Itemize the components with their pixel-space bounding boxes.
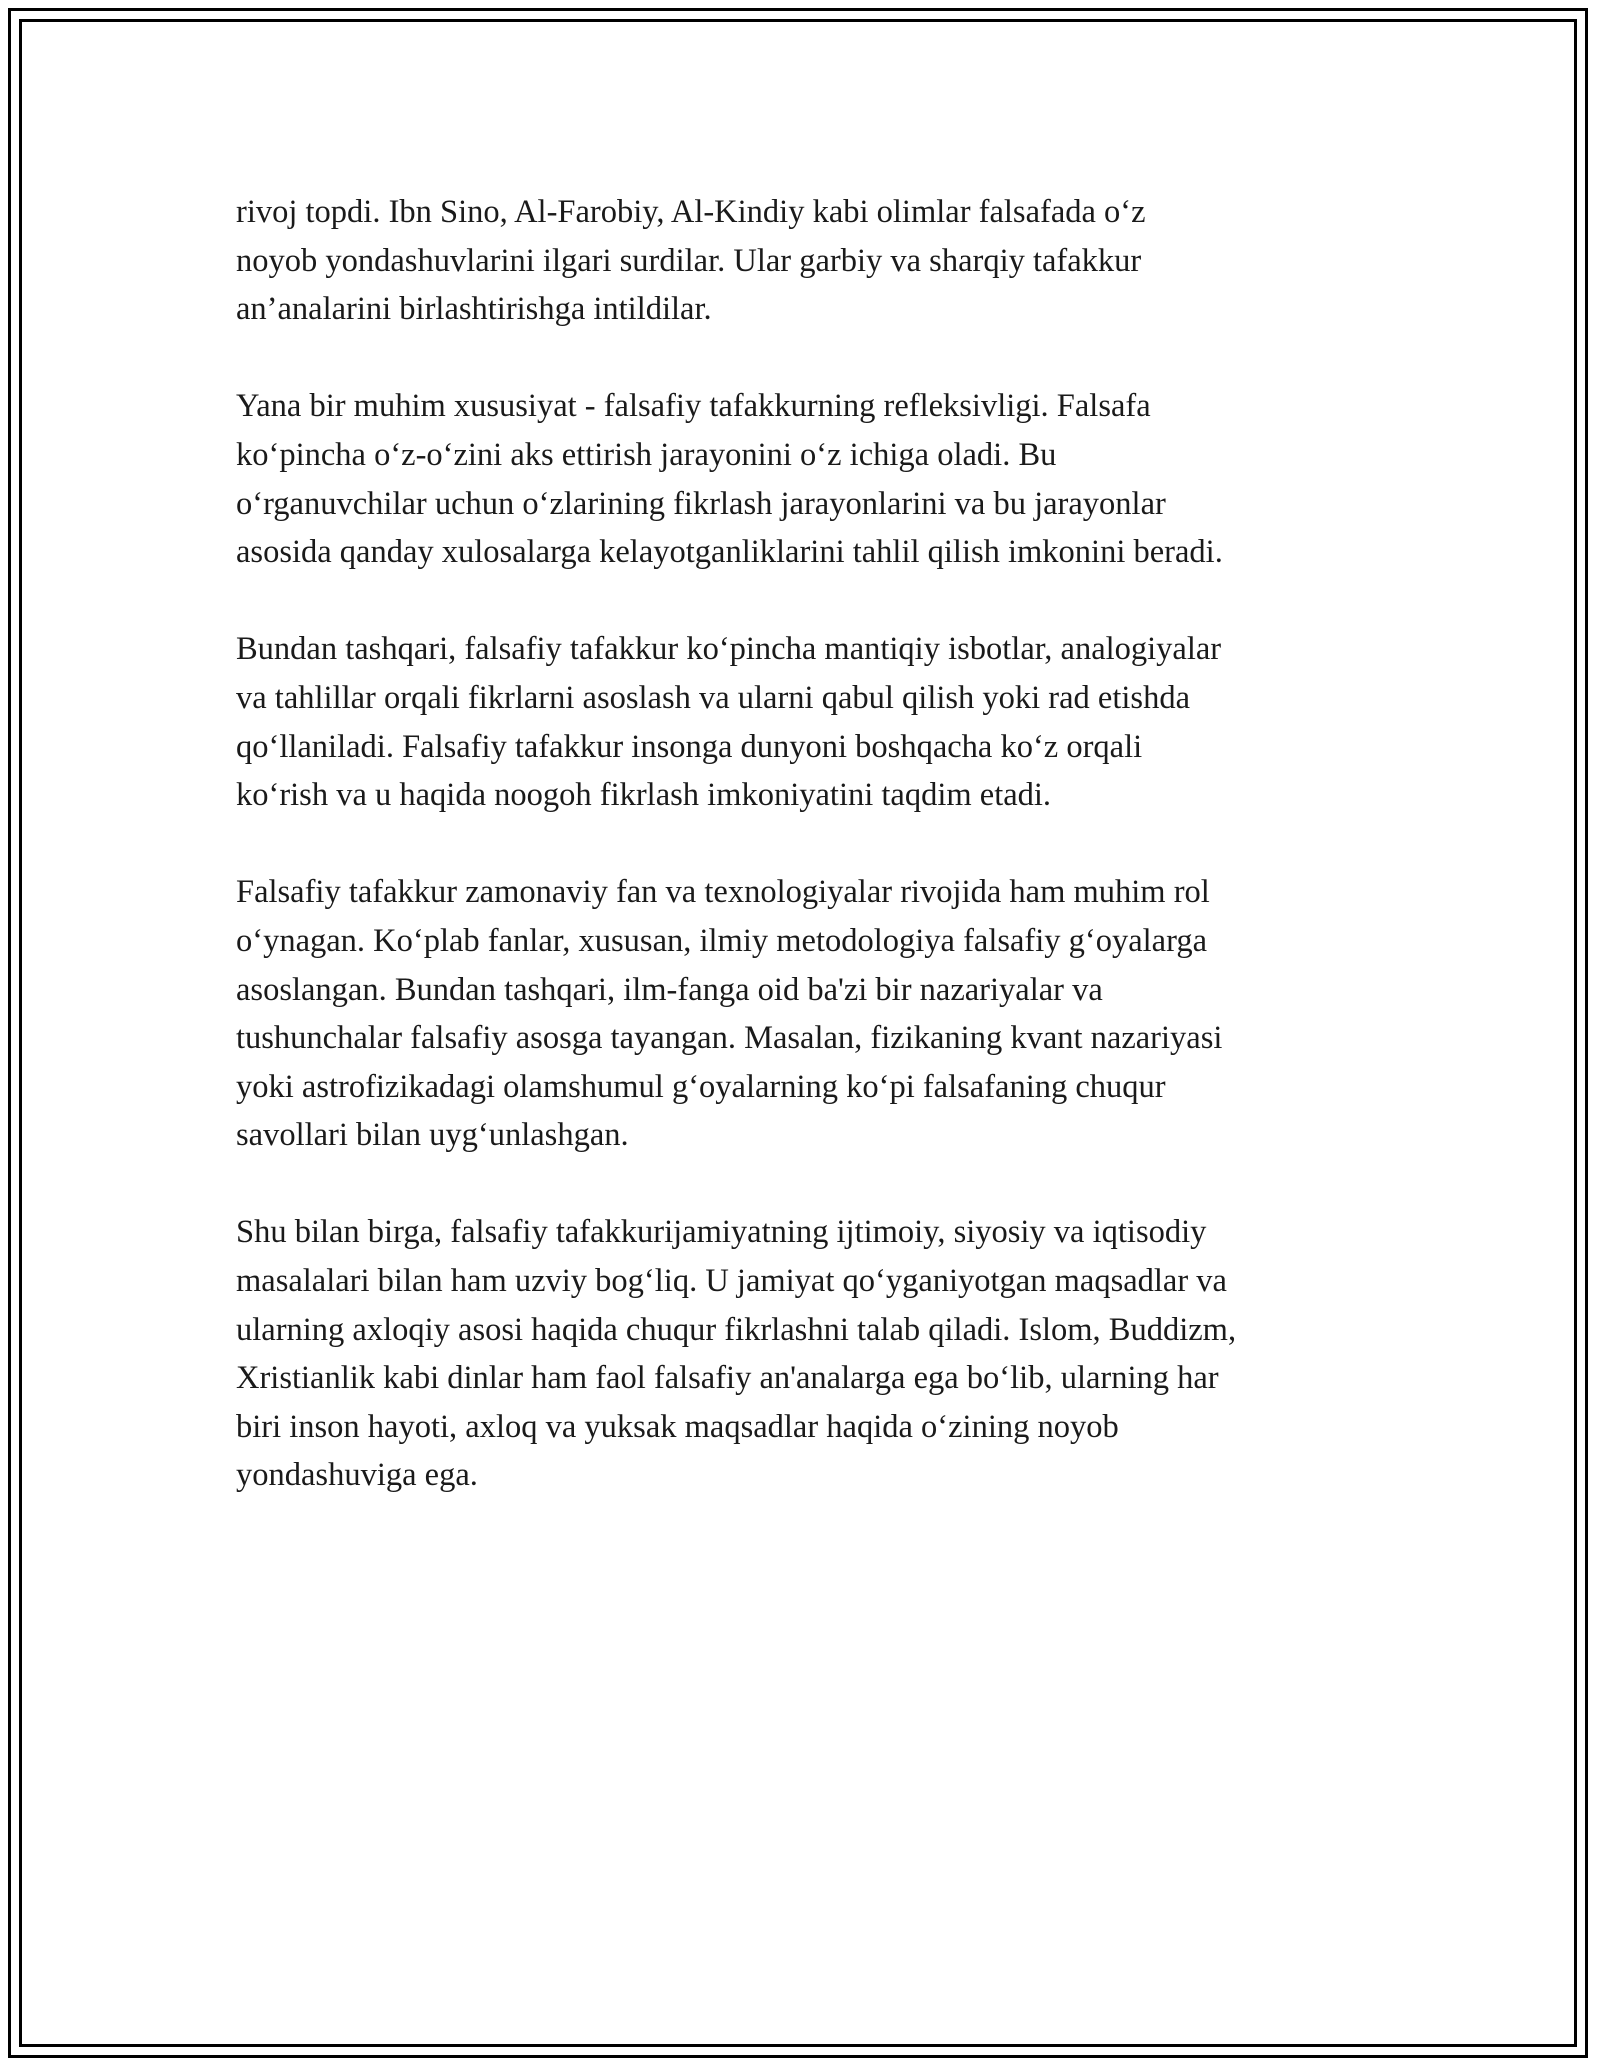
text-line: Yana bir muhim xususiyat - falsafiy tafakkurning refleksivligi. Falsafa	[236, 388, 1151, 425]
text-line: rivoj topdi. Ibn Sino, Al-Farobiy, Al-Kindiy kabi olimlar falsafada o‘z	[236, 194, 1146, 230]
paragraph-3	[236, 625, 1366, 819]
text-line: tushunchalar falsafiy asosga tayangan. Masalan, fizikaning kvant nazariyasi	[236, 1020, 1223, 1057]
text-line: Xristianlik kabi dinlar ham faol falsafiy an'analarga ega bo‘lib, ularning har	[236, 1360, 1219, 1397]
text-line: ko‘rish va u haqida noogoh fikrlash imkoniyatini taqdim etadi.	[236, 777, 1052, 814]
text-line: va tahlillar orqali fikrlarni asoslash va ularni qabul qilish yoki rad etishda	[236, 679, 1190, 716]
paragraph-4	[236, 868, 1366, 1160]
text-line: noyob yondashuvlarini ilgari surdilar. Ular garbiy va sharqiy tafakkur	[236, 242, 1142, 279]
text-line: qo‘llaniladi. Falsafiy tafakkur insonga dunyoni boshqacha ko‘z orqali	[236, 728, 1143, 765]
text-line: Shu bilan birga, falsafiy tafakkurijamiyatning ijtimoiy, siyosiy va iqtisodiy	[236, 1214, 1207, 1251]
text-line: yoki astrofizikadagi olamshumul g‘oyalarning ko‘pi falsafaning chuqur	[236, 1068, 1166, 1105]
text-line: masalalari bilan ham uzviy bog‘liq. U jamiyat qo‘yganiyotgan maqsadlar va	[236, 1263, 1227, 1300]
text-line: o‘rganuvchilar uchun o‘zlarining fikrlash jarayonlarini va bu jarayonlar	[236, 485, 1166, 522]
text-line: ko‘pincha o‘z-o‘zini aks ettirish jarayonini o‘z ichiga oladi. Bu	[236, 436, 1057, 473]
text-line: ularning axloqiy asosi haqida chuqur fikrlashni talab qiladi. Islom, Buddizm,	[236, 1311, 1237, 1348]
text-line: asosida qanday xulosalarga kelayotganliklarini tahlil qilish imkonini beradi.	[236, 534, 1223, 571]
paragraph-2	[236, 382, 1366, 576]
paragraph-1	[236, 188, 1366, 334]
paragraph-5	[236, 1208, 1366, 1500]
text-line: an’analarini birlashtirishga intildilar.	[236, 291, 712, 328]
text-line: yondashuviga ega.	[236, 1457, 478, 1494]
text-line: asoslangan. Bundan tashqari, ilm-fanga oid ba'zi bir nazariyalar va	[236, 971, 1103, 1008]
text-line: Falsafiy tafakkur zamonaviy fan va texnologiyalar rivojida ham muhim rol	[236, 874, 1210, 911]
text-line: savollari bilan uyg‘unlashgan.	[236, 1117, 629, 1154]
text-line: o‘ynagan. Ko‘plab fanlar, xususan, ilmiy metodologiya falsafiy g‘oyalarga	[236, 922, 1208, 959]
text-line: biri inson hayoti, axloq va yuksak maqsadlar haqida o‘zining noyob	[236, 1408, 1119, 1445]
text-line: Bundan tashqari, falsafiy tafakkur ko‘pincha mantiqiy isbotlar, analogiyalar	[236, 631, 1222, 668]
document-body	[236, 188, 1366, 1549]
